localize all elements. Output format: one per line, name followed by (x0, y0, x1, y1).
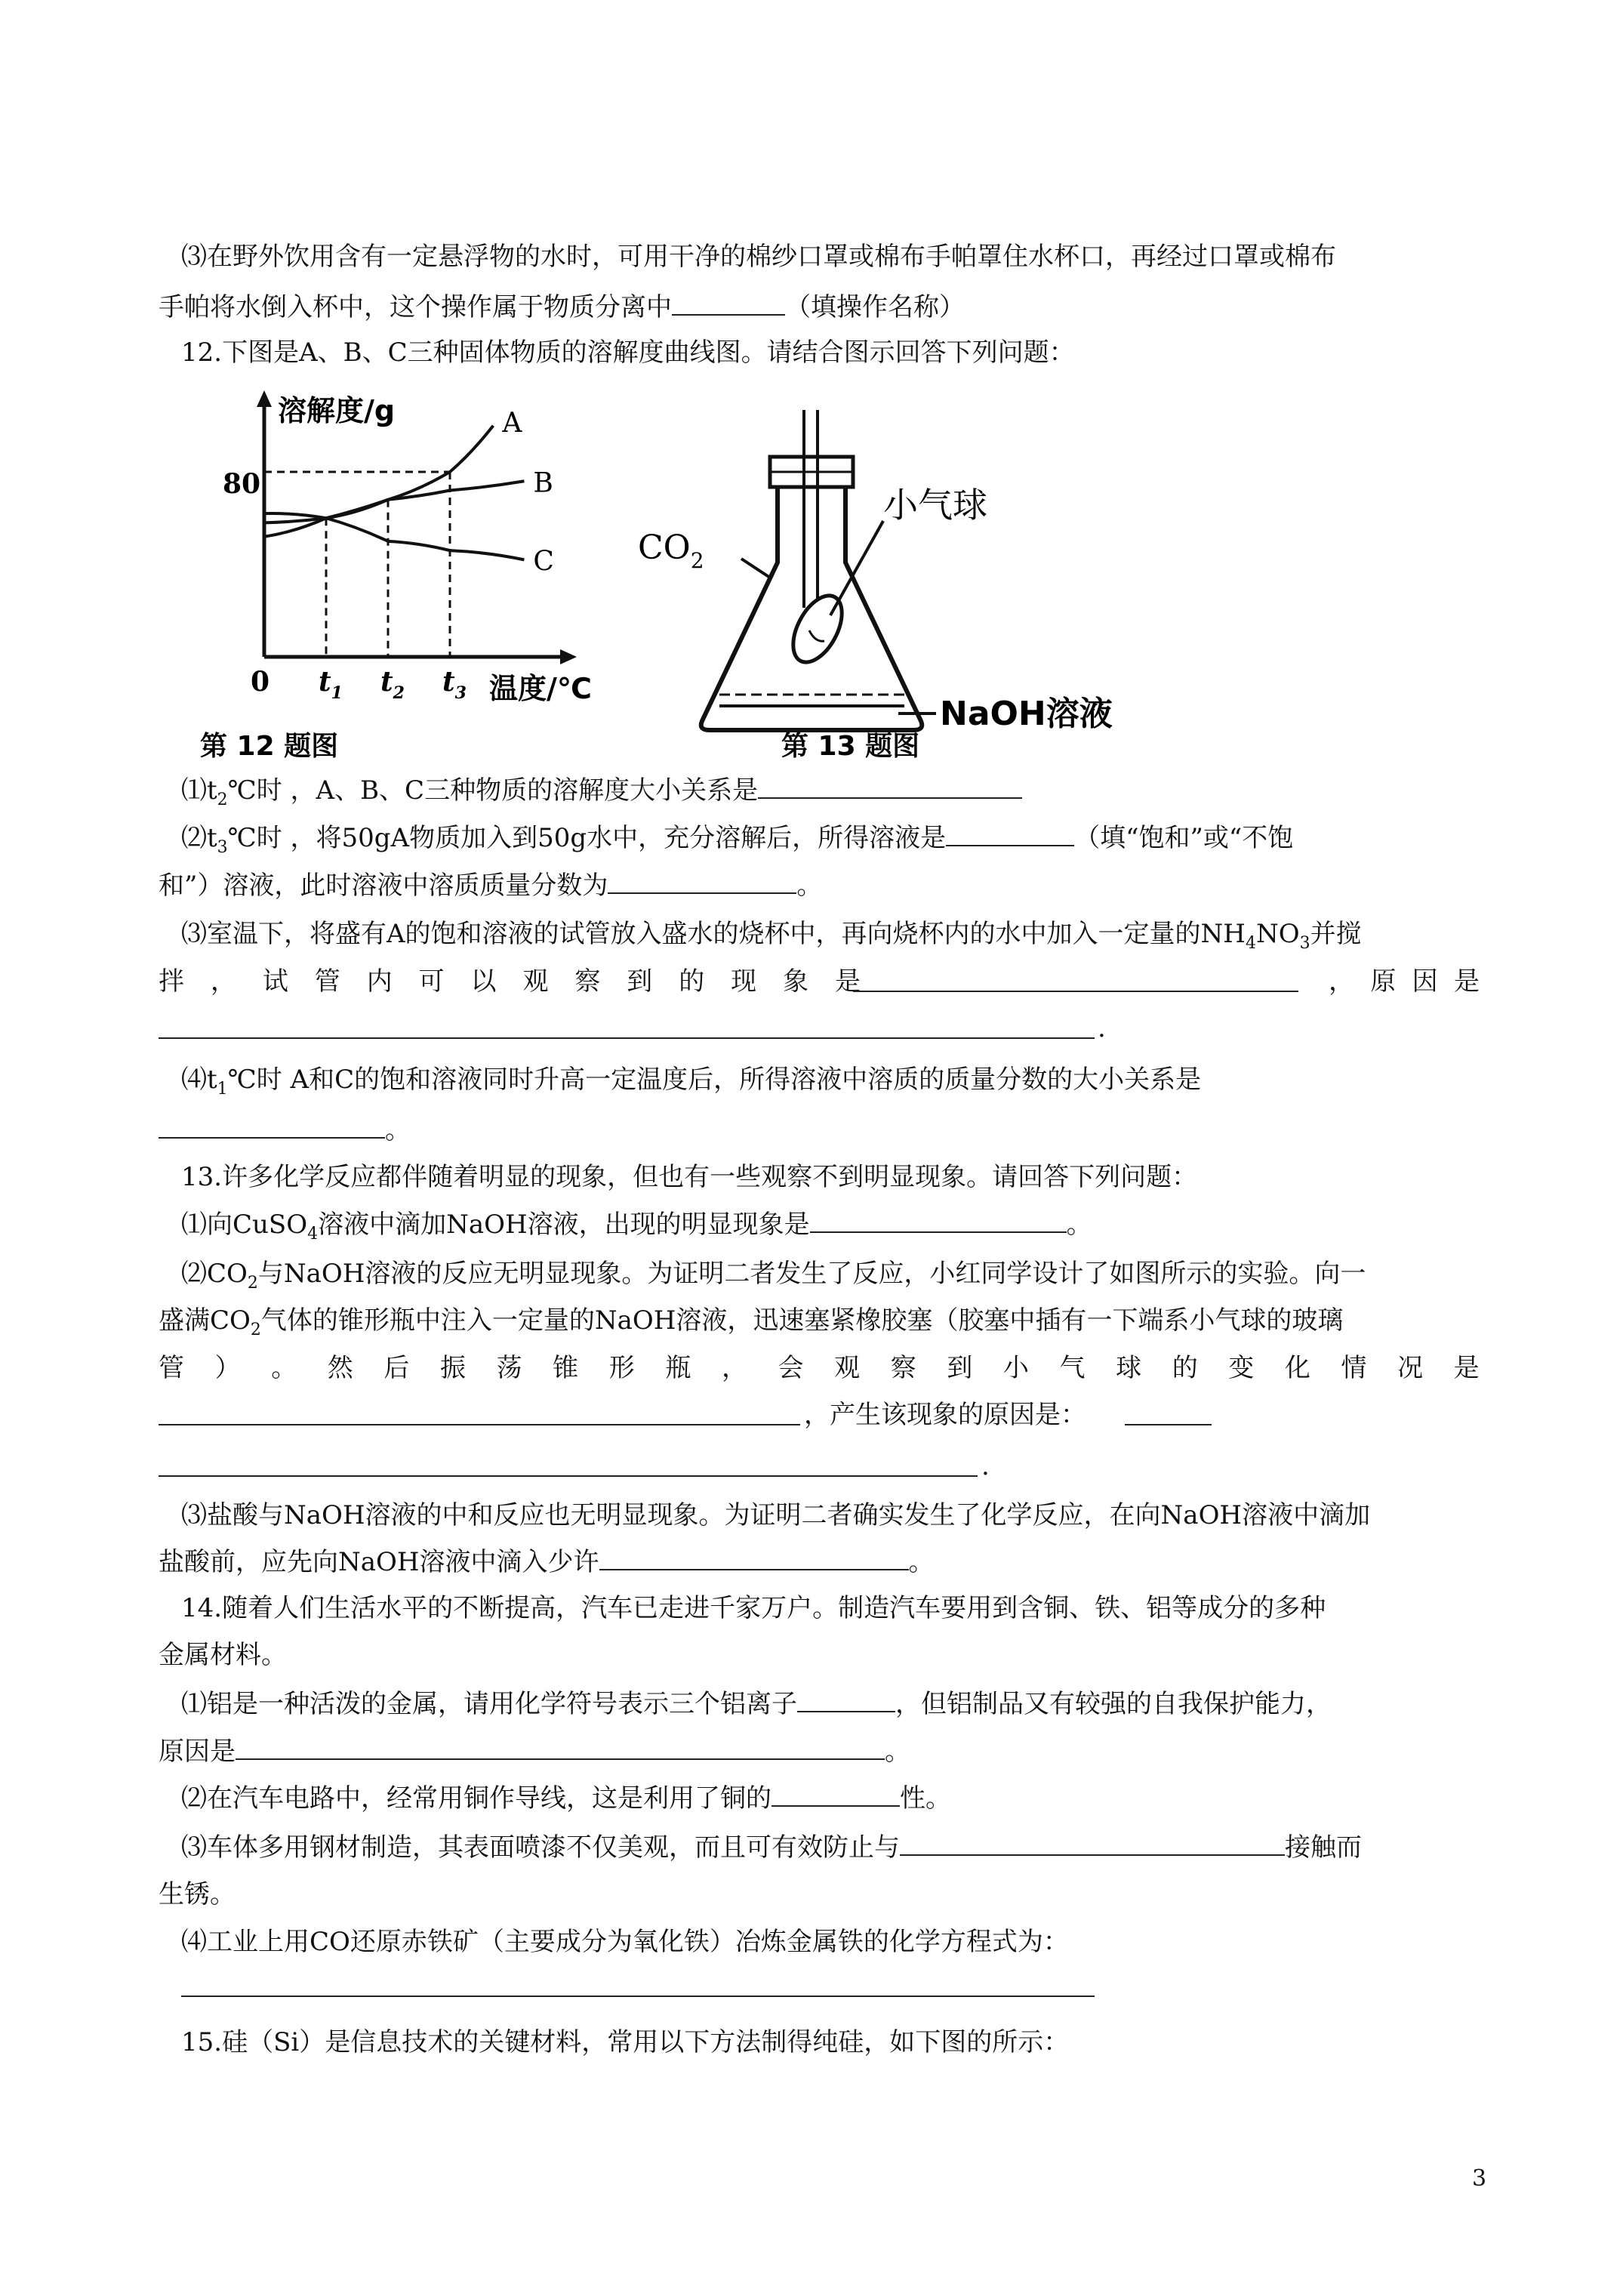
justified-char: 是 (834, 966, 861, 997)
answer-blank[interactable] (672, 291, 785, 316)
justified-char: 观 (834, 1353, 861, 1383)
justified-text (159, 965, 861, 998)
justified-char: 形 (608, 1353, 635, 1383)
y-axis-label: 溶解度/g (278, 394, 396, 427)
q12-part3-line1: ⑶室温下，将盛有A的饱和溶液的试管放入盛水的烧杯中，再向烧杯内的水中加入一定量的$NH_4NO_3$并搅 (181, 919, 1362, 953)
justified-char: 气 (1059, 1353, 1086, 1383)
series-curves (264, 426, 524, 560)
q13-part2-line3 (159, 1351, 1480, 1385)
solubility-chart (223, 390, 592, 705)
justified-char: 原 (1370, 966, 1397, 997)
justified-char: 是 (1453, 966, 1480, 997)
answer-blank[interactable] (900, 1832, 1285, 1856)
naoh-solution-label: NaOH溶液 (940, 695, 1113, 733)
q14-part4: ⑷工业上用CO还原赤铁矿（主要成分为氧化铁）冶炼金属铁的化学方程式为： (181, 1927, 1069, 1957)
answer-blank[interactable] (810, 1209, 1067, 1233)
answer-blank[interactable] (771, 1783, 900, 1807)
answer-blank[interactable] (159, 1012, 1095, 1039)
justified-char: 球 (1116, 1353, 1142, 1383)
justified-char: ， (721, 1353, 747, 1383)
answer-line[interactable] (181, 1996, 1095, 1997)
answer-blank[interactable] (236, 1736, 885, 1760)
small-balloon (784, 587, 852, 670)
page-number: 3 (1472, 2165, 1487, 2192)
answer-blank[interactable] (1125, 1398, 1212, 1425)
q12-intro: 12.下图是A、B、C三种固体物质的溶解度曲线图。请结合图示回答下列问题： (181, 337, 1075, 368)
q14-intro-line1: 14.随着人们生活水平的不断提高，汽车已走进千家万户。制造汽车要用到含铜、铁、铝等成分的多种 (181, 1593, 1326, 1623)
justified-char: 察 (890, 1353, 916, 1383)
justified-char: ， (1329, 966, 1354, 997)
q14-part2: ⑵在汽车电路中，经常用铜作导线，这是利用了铜的 性。 (181, 1783, 951, 1814)
answer-blank[interactable] (758, 775, 1022, 799)
justified-char: 况 (1397, 1353, 1424, 1383)
q13-part3-line2: 盐酸前，应先向NaOH溶液中滴入少许 。 (159, 1547, 935, 1577)
q13-part1: ⑴向CuSO$_4$溶液中滴加NaOH溶液，出现的明显现象是 。 (181, 1210, 1092, 1244)
q13-part3-line1: ⑶盐酸与NaOH溶液的中和反应也无明显现象。为证明二者确实发生了化学反应，在向NaOH溶液中滴加 (181, 1500, 1371, 1530)
answer-blank[interactable] (599, 1546, 909, 1570)
origin-label: 0 (251, 666, 270, 698)
justified-text (1329, 965, 1480, 998)
y-tick-label: 80 (223, 468, 261, 500)
q14-part3-line2: 生锈。 (159, 1879, 236, 1909)
justified-char: 察 (574, 966, 601, 997)
justified-char: 到 (947, 1353, 973, 1383)
justified-char: 试 (262, 966, 288, 997)
q14-part3-line1: ⑶车体多用钢材制造，其表面喷漆不仅美观，而且可有效防止与 接触而 (181, 1832, 1362, 1863)
answer-blank[interactable] (797, 1688, 895, 1712)
q15-intro: 15.硅（Si）是信息技术的关键材料，常用以下方法制得纯硅，如下图的所示： (181, 2027, 1070, 2057)
justified-char: 拌 (159, 966, 184, 997)
x-axis-arrow (560, 649, 577, 664)
justified-char: 的 (679, 966, 705, 997)
justified-char: 变 (1228, 1353, 1255, 1383)
justified-char: 是 (1453, 1353, 1480, 1383)
justified-text (159, 1351, 1480, 1385)
justified-char: 化 (1284, 1353, 1310, 1383)
justified-char: 的 (1172, 1353, 1198, 1383)
answer-blank[interactable] (159, 1398, 800, 1425)
answer-blank[interactable] (946, 822, 1074, 846)
q12-part4-line1: $⑷t_1℃$时 A和C的饱和溶液同时升高一定温度后，所得溶液中溶质的质量分数的大小关系是 (181, 1065, 1202, 1099)
justified-char: 以 (470, 966, 497, 997)
answer-blank[interactable] (159, 1114, 385, 1139)
justified-char: 管 (159, 1353, 184, 1383)
series-label-C: C (533, 546, 554, 578)
q12-part2-line2: 和”）溶液，此时溶液中溶质质量分数为 。 (159, 871, 823, 901)
x-axis-label: 温度/℃ (489, 672, 592, 705)
q14-part1-line1: ⑴铝是一种活泼的金属，请用化学符号表示三个铝离子 ，但铝制品又有较强的自我保护能力， (181, 1689, 1332, 1719)
y-axis-arrow (257, 390, 272, 407)
x-tick-label: $t_2$ (380, 666, 405, 703)
justified-char: 情 (1341, 1353, 1367, 1383)
justified-char: 锥 (553, 1353, 579, 1383)
caption-fig13: 第 13 题图 (781, 731, 920, 762)
q12-part1: $⑴t_2℃$时 ，A、B、C三种物质的溶解度大小关系是 (181, 774, 1022, 817)
series-label-A: A (502, 407, 522, 439)
q13-part2-line2: 盛满$CO_2$气体的锥形瓶中注入一定量的NaOH溶液，迅速塞紧橡胶塞（胶塞中插有一下端系小气球的玻璃 (159, 1305, 1344, 1339)
justified-char: 象 (783, 966, 809, 997)
q13-part2-line1: $⑵CO_2$与NaOH溶液的反应无明显现象。为证明二者发生了反应，小红同学设计了如图所示的实验。向一 (181, 1259, 1366, 1293)
conical-flask-apparatus (638, 410, 1113, 733)
q14-part1-line2: 原因是 。 (159, 1737, 910, 1767)
series-label-B: B (533, 467, 553, 499)
justified-char: 现 (731, 966, 757, 997)
justified-char: 荡 (496, 1353, 522, 1383)
q11-part3-line2: 手帕将水倒入杯中，这个操作属于物质分离中 （填操作名称） (159, 292, 965, 322)
answer-blank[interactable] (159, 1450, 978, 1477)
justified-char: 振 (439, 1353, 466, 1383)
q12-part2-line1: $⑵t_3℃$时 ，将50gA物质加入到50g水中，充分溶解后，所得溶液是 （填“饱和”或“不饱 (181, 823, 1294, 857)
answer-blank[interactable] (608, 870, 796, 894)
guide-lines (264, 472, 450, 657)
justified-char: 然 (327, 1353, 353, 1383)
q12-part4-line2: 。 (159, 1114, 411, 1147)
series-labels (501, 408, 554, 578)
x-tick-label: $t_3$ (442, 666, 467, 703)
justified-char: 后 (383, 1353, 410, 1383)
justified-char: 。 (271, 1353, 297, 1383)
justified-char: 因 (1412, 966, 1438, 997)
justified-char: 观 (522, 966, 549, 997)
x-tick-labels (319, 666, 467, 703)
justified-char: 内 (366, 966, 393, 997)
justified-char: 瓶 (665, 1353, 691, 1383)
justified-char: 管 (314, 966, 340, 997)
justified-char: 可 (418, 966, 445, 997)
answer-blank[interactable] (853, 965, 1298, 992)
caption-fig12: 第 12 题图 (200, 731, 339, 762)
justified-char: ， (210, 966, 236, 997)
justified-char: ） (214, 1353, 241, 1383)
x-tick-label: $t_1$ (319, 666, 343, 703)
q13-intro: 13.许多化学反应都伴随着明显的现象，但也有一些观察不到明显现象。请回答下列问题： (181, 1162, 1198, 1192)
justified-char: 小 (1002, 1353, 1029, 1383)
balloon-label: 小气球 (883, 485, 987, 525)
justified-char: 会 (778, 1353, 804, 1383)
co2-label: $CO_2$ (638, 529, 704, 573)
q11-part3-line1: ⑶在野外饮用含有一定悬浮物的水时，可用干净的棉纱口罩或棉布手帕罩住水杯口，再经过口罩或棉布 (181, 242, 1336, 272)
q14-intro-line2: 金属材料。 (159, 1640, 287, 1670)
figure-q12-q13 (189, 389, 1170, 763)
justified-char: 到 (627, 966, 653, 997)
